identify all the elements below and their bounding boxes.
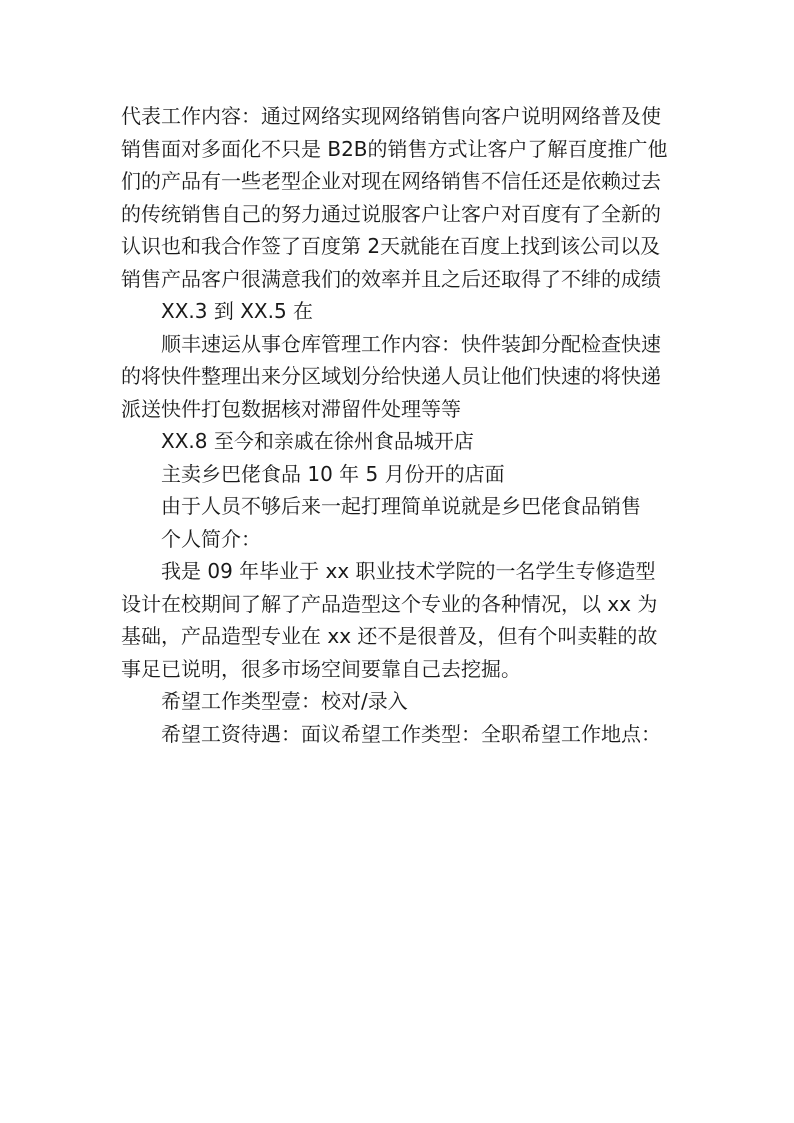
paragraph-personal-intro: 我是 09 年毕业于 xx 职业技术学院的一名学生专修造型设计在校期间了解了产品造型这个专业的各种情况，以 xx 为基础，产品造型专业在 xx 还不是很普及，但有个叫卖鞋的故事足已说明，很多市场空间要靠自己去挖掘。 — [121, 559, 658, 681]
paragraph-staffing: 由于人员不够后来一起打理简单说就是乡巴佬食品销售 — [161, 494, 641, 518]
paragraph-period-3: XX.8 至今和亲戚在徐州食品城开店 — [161, 429, 474, 453]
paragraph-period-2: XX.3 到 XX.5 在 — [161, 299, 314, 323]
paragraph-work-content: 代表工作内容：通过网络实现网络销售向客户说明网络普及使销售面对多面化不只是 B2B的销售方式让客户了解百度推广他们的产品有一些老型企业对现在网络销售不信任还是依赖过去的传统销售自己的努力通过说服客户让客户对百度有了全新的认识也和我合作签了百度第 2天就能在百度上找到该公司以及销售产品客户很满意我们的效率并且之后还取得了不绯的成绩 — [121, 104, 668, 291]
paragraph-desired-job-type: 希望工作类型壹：校对/录入 — [161, 689, 408, 713]
paragraph-sf-express: 顺丰速运从事仓库管理工作内容：快件装卸分配检查快速的将快件整理出来分区域划分给快递人员让他们快速的将快递派送快件打包数据核对滞留件处理等等 — [121, 331, 661, 421]
paragraph-desired-salary: 希望工资待遇：面议希望工作类型：全职希望工作地点： — [161, 721, 661, 746]
paragraph-main-products: 主卖乡巴佬食品 10 年 5 月份开的店面 — [161, 461, 505, 486]
heading-personal-intro: 个人简介： — [161, 526, 261, 551]
document-body — [121, 100, 675, 750]
